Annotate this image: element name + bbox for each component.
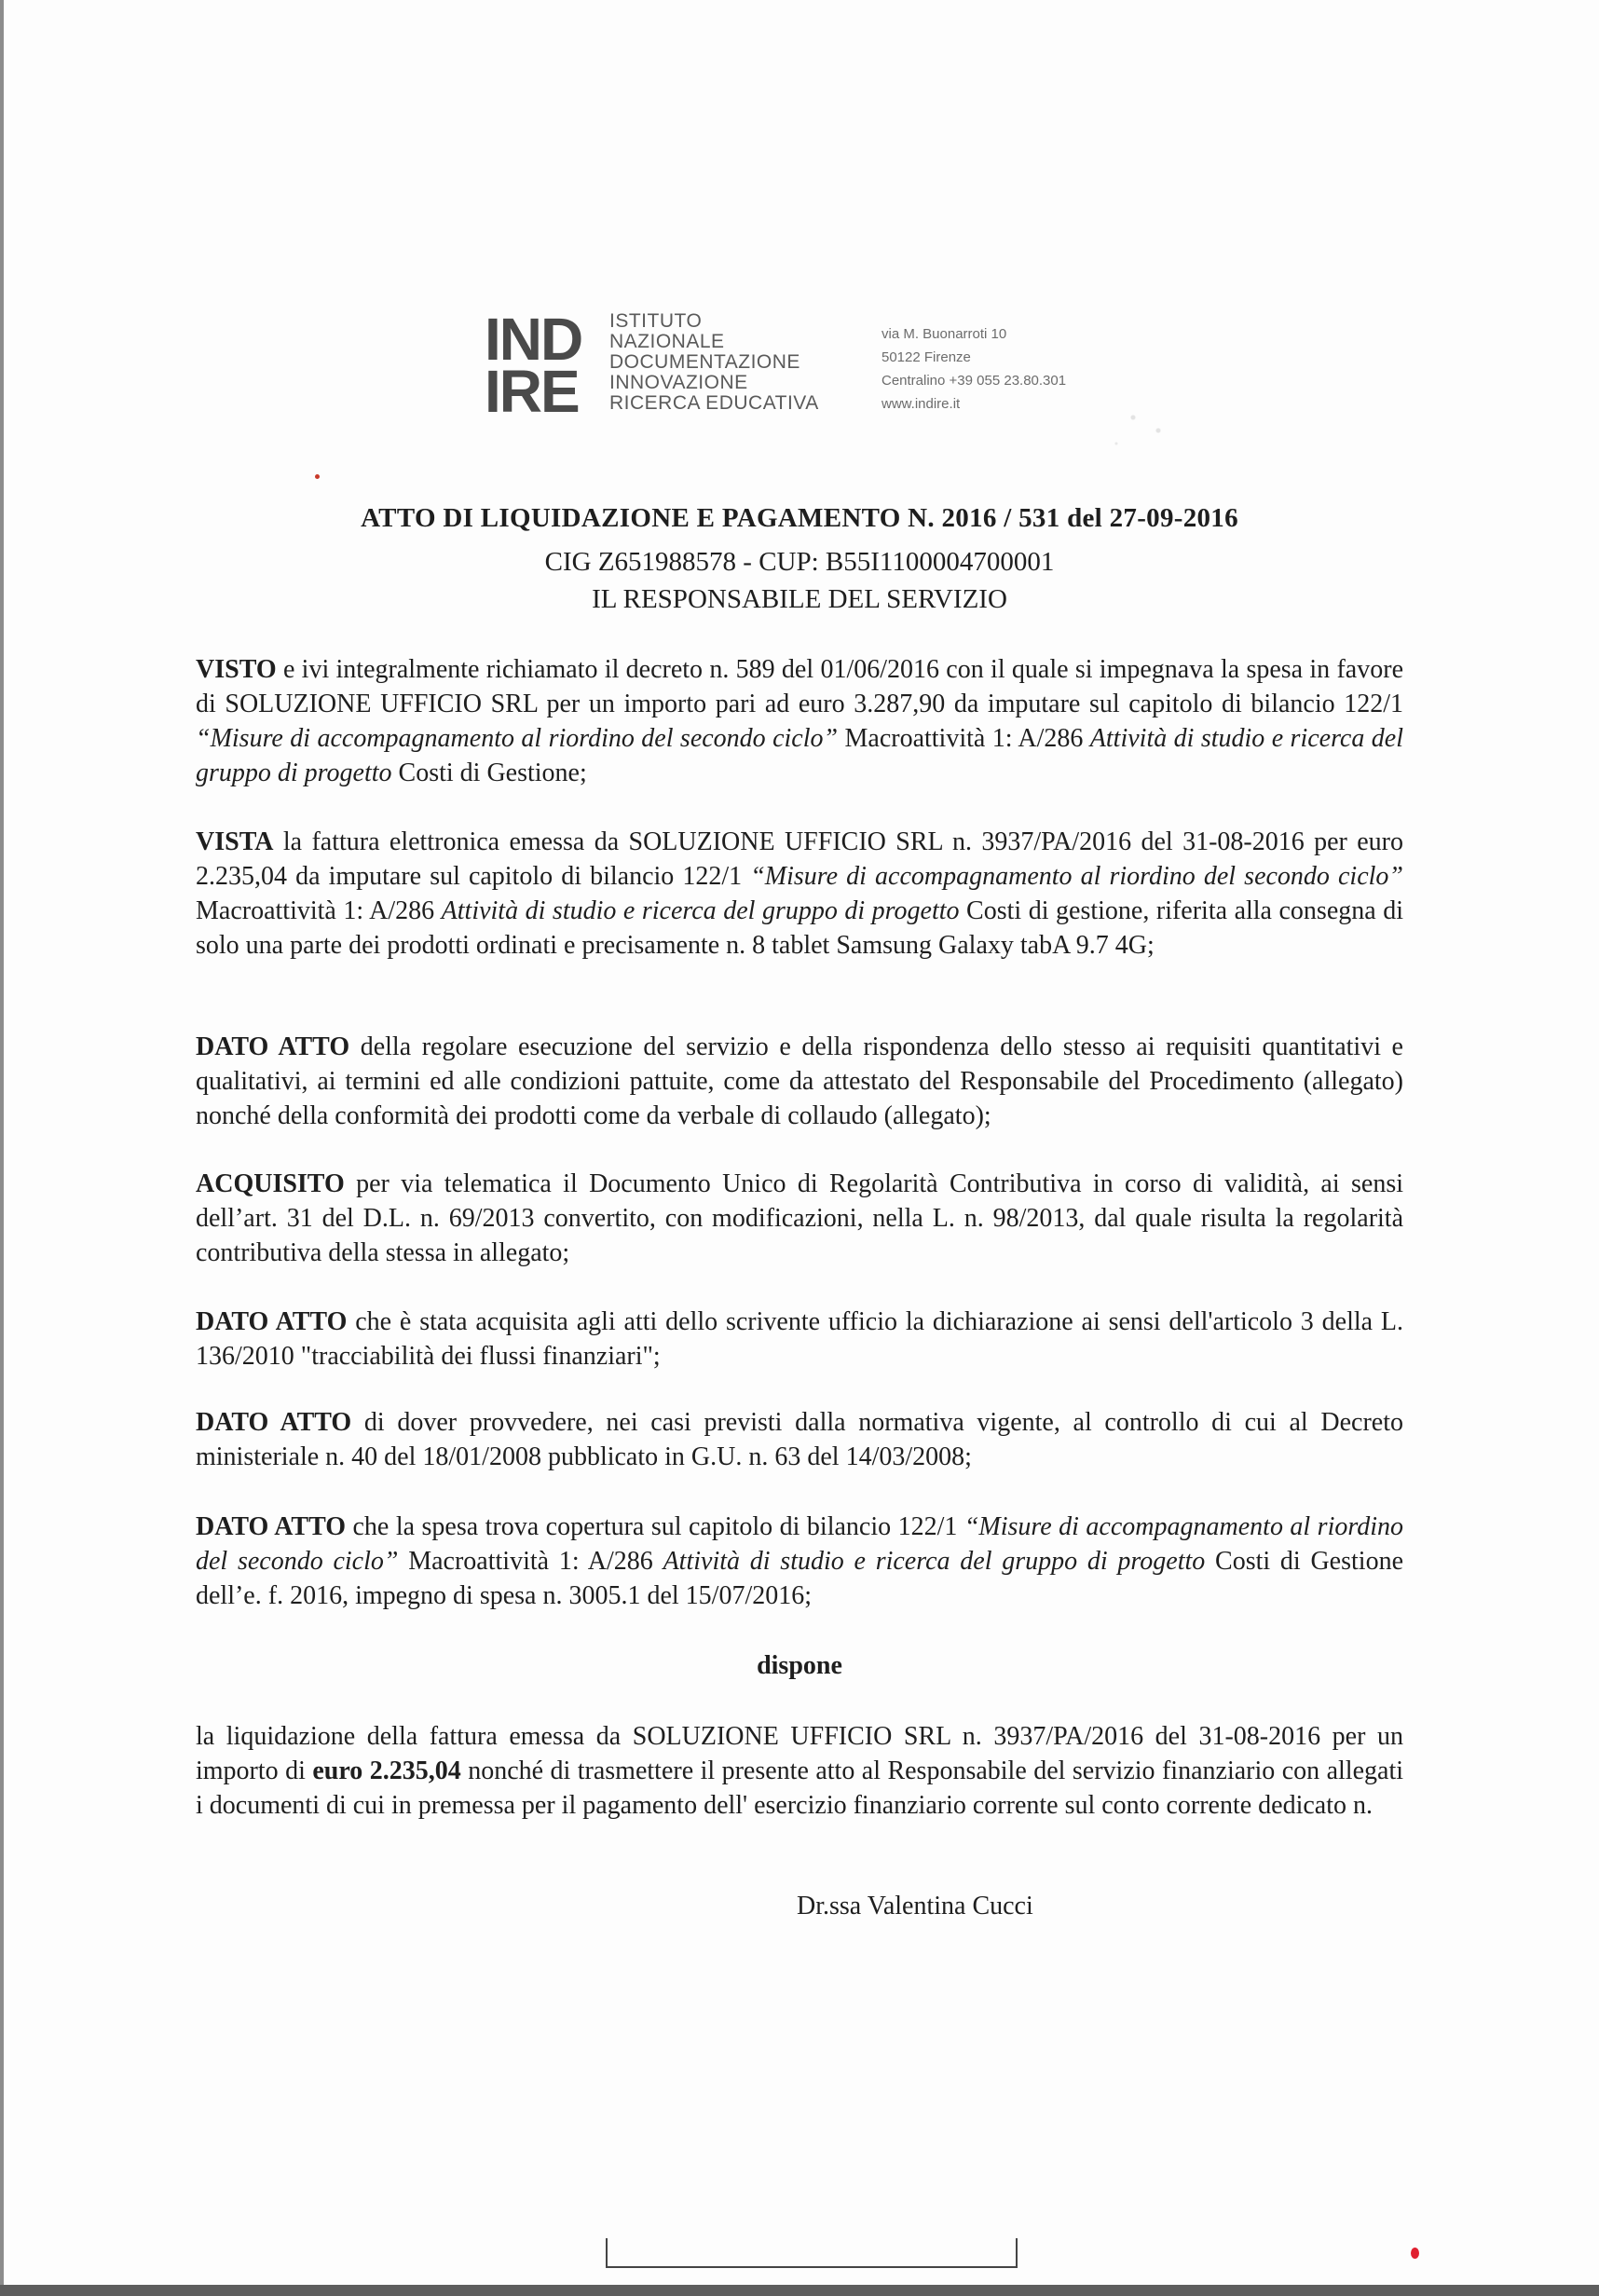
paragraph-text: della regolare esecuzione del servizio e della rispondenza dello stesso ai requisiti quantitativi e qualitativi, ai termini ed alle condizioni pattuite, come da attestato del Responsabile del Procedimento (allegato) nonché della conformità dei prodotti come da verbale di collaudo (allegato); [196,1032,1403,1130]
paragraph-dato-atto-4 [196,1510,1403,1613]
paragraph-text: Macroattività 1: A/286 [196,896,442,925]
paragraph-text: la fattura elettronica emessa da SOLUZIONE UFFICIO SRL n. 3937/PA/2016 del 31-08-2016 per euro 2.235,04 da imputare sul capitolo di bilancio 122/1 [196,827,1403,891]
address-line: 50122 Firenze [882,349,971,365]
institute-name-line: ISTITUTO [609,310,703,332]
institute-name-line: NAZIONALE [609,331,725,352]
address-line: via M. Buonarroti 10 [882,326,1007,342]
paragraph-dato-atto-2 [196,1305,1403,1374]
address-line: Centralino +39 055 23.80.301 [882,373,1067,389]
paragraph-lead: VISTO [196,655,277,684]
paragraph-text: la liquidazione della fattura emessa da SOLUZIONE UFFICIO SRL n. 3937/PA/2016 del 31-08-2016 per un importo di [196,1722,1403,1785]
paragraph-lead: DATO ATTO [196,1408,352,1437]
institute-name [609,311,819,414]
letterhead [485,308,1230,438]
responsabile-heading: IL RESPONSABILE DEL SERVIZIO [592,584,1007,614]
cig-cup-line: CIG Z651988578 - CUP: B55I1100004700001 [544,547,1055,577]
paragraph-text: di dover provvedere, nei casi previsti dalla normativa vigente, al controllo di cui al Decreto ministeriale n. 40 del 18/01/2008 pubblicato in G.U. n. 63 del 14/03/2008; [196,1408,1403,1471]
paragraph-text: Costi di gestione, riferita alla consegna di solo una parte dei prodotti ordinati e precisamente n. 8 tablet Samsung Galaxy tabA 9.7 4G; [196,896,1403,960]
paragraph-italic: “Misure di accompagnamento al riordino del secondo ciclo” [196,724,839,753]
logo-text-top: IND [485,306,582,373]
paragraph-italic: “Misure di accompagnamento al riordino del secondo ciclo” [196,1512,1403,1576]
signature-name: Dr.ssa Valentina Cucci [797,1892,1033,1920]
paragraph-lead: DATO ATTO [196,1032,350,1061]
paragraph-text: che la spesa trova copertura sul capitolo di bilancio 122/1 [346,1512,964,1541]
institute-name-line: DOCUMENTAZIONE [609,351,800,373]
footer-bracket [606,2238,1018,2268]
paragraph-dato-atto-3 [196,1405,1403,1474]
ink-dot [315,474,320,479]
paragraph-acquisito [196,1167,1403,1270]
amount-bold: euro 2.235,04 [312,1756,461,1785]
paragraph-lead: ACQUISITO [196,1169,345,1198]
indire-logo [485,306,582,425]
paragraph-text: nonché di trasmettere il presente atto al Responsabile del servizio finanziario con allegati i documenti di cui in premessa per il pagamento dell' esercizio finanziario corrente sul conto corrente dedicato n. [196,1756,1403,1820]
paragraph-text: Macroattività 1: A/286 [398,1547,663,1576]
institute-name-line: RICERCA EDUCATIVA [609,392,819,414]
paragraph-dato-atto-1 [196,1030,1403,1133]
paragraph-text: Macroattività 1: A/286 [838,724,1090,753]
paragraph-text: e ivi integralmente richiamato il decreto n. 589 del 01/06/2016 con il quale si impegnava la spesa in favore di SOLUZIONE UFFICIO SRL per un importo pari ad euro 3.287,90 da imputare sul capitolo di bilancio 122/1 [196,655,1403,718]
paragraph-text: che è stata acquisita agli atti dello scrivente ufficio la dichiarazione ai sensi dell'articolo 3 della L. 136/2010 "tracciabilità dei flussi finanziari"; [196,1307,1403,1371]
scan-edge [0,2285,1599,2296]
dispone-heading: dispone [757,1651,842,1680]
paragraph-lead: DATO ATTO [196,1512,347,1541]
logo-text-bottom: IRE [485,358,579,425]
paragraph-liquidazione [196,1719,1403,1823]
institute-address [882,322,1066,416]
paragraph-visto [196,652,1403,790]
scan-edge [0,0,4,2296]
paragraph-text: Costi di Gestione dell’e. f. 2016, impegno di spesa n. 3005.1 del 15/07/2016; [196,1547,1403,1610]
institute-name-line: INNOVAZIONE [609,372,748,393]
paragraph-lead: DATO ATTO [196,1307,348,1336]
paragraph-italic: Attività di studio e ricerca del gruppo di progetto [441,896,960,925]
paragraph-lead: VISTA [196,827,274,856]
paragraph-italic: Attività di studio e ricerca del gruppo di progetto [663,1547,1206,1576]
paragraph-italic: “Misure di accompagnamento al riordino del secondo ciclo” [750,862,1403,891]
ink-dot [1411,2248,1419,2259]
paragraph-text: Costi di Gestione; [391,758,587,787]
address-line: www.indire.it [882,396,961,412]
paragraph-text: per via telematica il Documento Unico di Regolarità Contributiva in corso di validità, ai sensi dell’art. 31 del D.L. n. 69/2013 convertito, con modificazioni, nella L. n. 98/2013, dal quale risulta la regolarità contributiva della stessa in allegato; [196,1169,1403,1267]
scan-smudge [1100,391,1183,457]
paragraph-italic: Attività di studio e ricerca del gruppo di progetto [196,724,1403,787]
document-title: ATTO DI LIQUIDAZIONE E PAGAMENTO N. 2016 / 531 del 27-09-2016 [361,503,1238,533]
paragraph-vista [196,825,1403,963]
